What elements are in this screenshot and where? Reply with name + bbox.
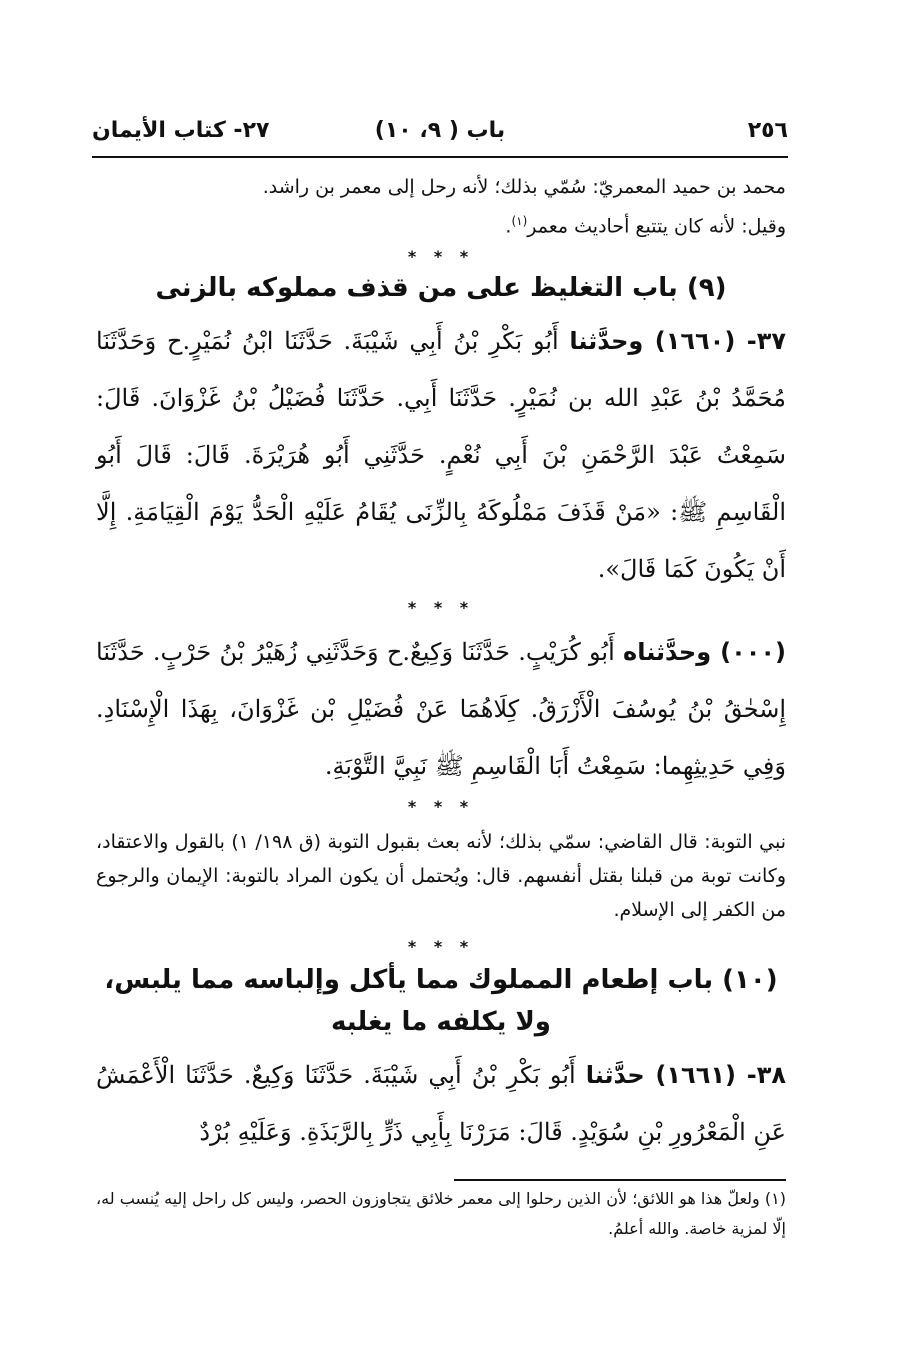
hadith-paragraph [96,624,786,795]
commentary-line-end: . [505,215,512,238]
commentary-block [96,170,786,243]
hadith-number: (٠٠٠) وحدَّثناه [623,638,786,667]
commentary-line: محمد بن حميد المعمريّ: سُمّي بذلك؛ لأنه رحل إلى معمر بن راشد. [262,176,786,198]
footnote-marker: (١) [511,214,528,228]
running-header [92,118,788,158]
footnote-divider [454,1179,786,1181]
section-separator: * * * [407,247,475,267]
section-title: (٩) باب التغليظ على من قذف مملوكه بالزنى [155,273,727,304]
section-title-line: ولا يكلفه ما يغلبه [331,1007,551,1038]
page-number: ٢٥٦ [747,118,788,143]
hadith-number: ٣٧- (١٦٦٠) وحدَّثنا [569,327,786,356]
chapter-reference: باب ( ٩، ١٠) [374,118,506,143]
header-divider [92,156,788,158]
page-body [96,170,786,1161]
hadith-paragraph [96,313,786,598]
hadith-paragraph [96,1047,786,1161]
book-title: ٢٧- كتاب الأيمان [92,118,270,143]
commentary-block: نبي التوبة: قال القاضي: سمّي بذلك؛ لأنه بعث بقبول التوبة (ق ١٩٨/ ١) بالقول والاعتقاد، وكانت توبة من قبلنا بقتل أنفسهم. قال: ويُحتمل أن يكون المراد بالتوبة: الإيمان والرجوع من الكفر إلى الإسلام. [96,831,786,922]
section-title-line: (١٠) باب إطعام المملوك مما يأكل وإلباسه مما يلبس، [104,965,778,996]
hadith-text: أَبُو كُرَيْبٍ. حَدَّثَنَا وَكِيعٌ.ح وَحَدَّثَنِي زُهَيْرُ بْنُ حَرْبٍ. حَدَّثَنَا إِسْحٰقُ بْنُ يُوسُفَ الْأَزْرَقُ. كِلَاهُمَا عَنْ فُضَيْلِ بْن غَزْوَانَ، بِهَذَا الْإِسْنَادِ. وَفِي حَدِيثِهِما: سَمِعْتُ أَبَا الْقَاسِمِ ﷺ نَبِيَّ التَّوْبَةِ. [96,638,786,781]
hadith-number: ٣٨- (١٦٦١) حدَّثنا [585,1061,786,1090]
section-separator: * * * [407,598,475,618]
hadith-text: أَبُو بَكْرِ بْنُ أَبِي شَيْبَةَ. حَدَّثَنَا ابْنُ نُمَيْرٍ.ح وَحَدَّثَنَا مُحَمَّدُ بْنُ عَبْدِ الله بن نُمَيْرٍ. حَدَّثَنَا أَبِي. حَدَّثَنَا فُضَيْلُ بْنُ غَزْوَانَ. قَالَ: سَمِعْتُ عَبْدَ الرَّحْمَنِ بْنَ أَبِي نُعْمٍ. حَدَّثَنِي أَبُو هُرَيْرَةَ. قَالَ: قَالَ أَبُو الْقَاسِمِ ﷺ: «مَنْ قَذَفَ مَمْلُوكَهُ بِالزِّنَى يُقَامُ عَلَيْهِ الْحَدُّ يَوْمَ الْقِيَامَةِ. إِلَّا أَنْ يَكُونَ كَمَا قَالَ». [96,327,786,584]
section-separator: * * * [407,937,475,957]
hadith-text: أَبُو بَكْرِ بْنُ أَبِي شَيْبَةَ. حَدَّثَنَا وَكِيعٌ. حَدَّثَنَا الْأَعْمَشُ عَنِ الْمَعْرُورِ بْنِ سُوَيْدٍ. قَالَ: مَرَرْنَا بِأَبِي ذَرٍّ بِالرَّبَذَةِ. وَعَلَيْهِ بُرْدٌ [96,1061,786,1147]
section-title [96,959,786,1043]
commentary-line: وقيل: لأنه كان يتتبع أحاديث معمر [527,215,786,238]
section-separator: * * * [407,797,475,817]
footnote: (١) ولعلّ هذا هو اللائق؛ لأن الذين رحلوا إلى معمر خلائق يتجاوزون الحصر، وليس كل راحل إليه يُنسب له، إلّا لمزية خاصة. والله أعلمُ. [96,1189,786,1238]
